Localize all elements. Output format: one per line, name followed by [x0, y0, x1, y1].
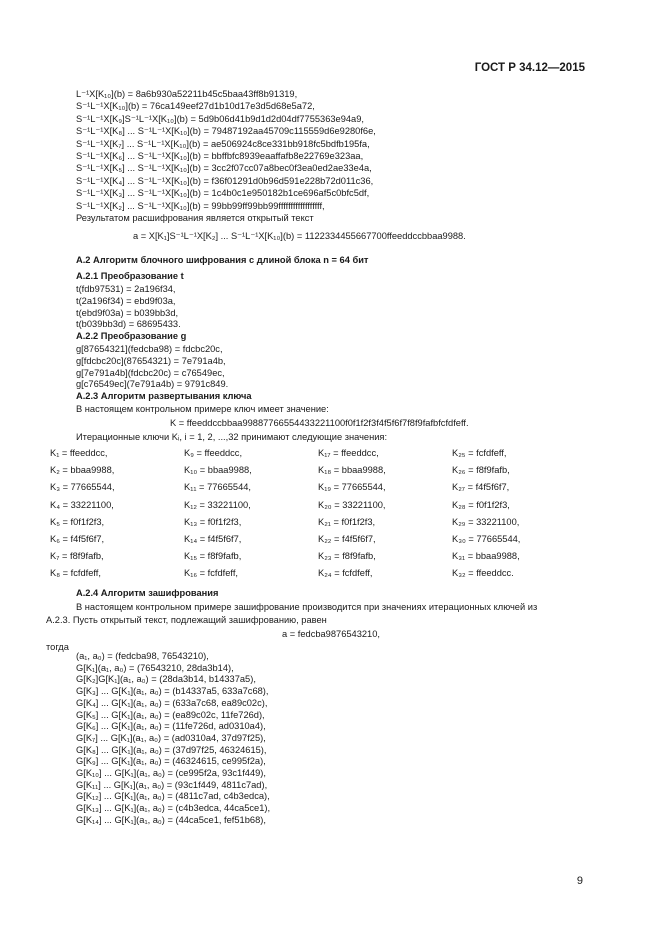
encrypt-step-line: G[K₈] ... G[K₁](a₁, a₀) = (37d97f25, 46324615),: [76, 744, 267, 755]
encrypt-step-line: (a₁, a₀) = (fedcba98, 76543210),: [76, 651, 209, 661]
encrypt-step-line: G[K₁₀] ... G[K₁](a₁, a₀) = (ce995f2a, 93c1f449),: [76, 768, 266, 778]
section-a22-heading: А.2.2 Преобразование g: [76, 331, 187, 341]
round-key: K₂ = bbaa9988,: [50, 465, 115, 476]
round-key: K₇ = f8f9fafb,: [50, 551, 104, 562]
round-key: K₂₃ = f8f9fafb,: [318, 551, 376, 562]
decrypt-step-line: S⁻¹L⁻¹X[K₄] ... S⁻¹L⁻¹X[K₁₀](b) = f36f01291d0b96d591e228b72d011c36,: [76, 175, 374, 186]
decrypt-step-line: S⁻¹L⁻¹X[K₆] ... S⁻¹L⁻¹X[K₁₀](b) = bbffbfc8939eaaffafb8e22769e323aa,: [76, 151, 364, 161]
round-key: K₂₁ = f0f1f2f3,: [318, 516, 376, 527]
round-key: K₁₉ = 77665544,: [318, 482, 386, 493]
t-transform-line: t(b039bb3d) = 68695433.: [76, 319, 181, 330]
round-key: K₂₉ = 33221100,: [452, 516, 520, 527]
decrypt-step-line: S⁻¹L⁻¹X[K₁₀](b) = 76ca149eef27d1b10d17e3d5d68e5a72,: [76, 101, 315, 112]
round-key: K₁₂ = 33221100,: [184, 499, 251, 510]
round-key: K₃ = 77665544,: [50, 482, 115, 493]
round-key: K₁₅ = f8f9fafb,: [184, 551, 242, 562]
round-key: K₄ = 33221100,: [50, 499, 114, 510]
key-intro: В настоящем контрольном примере ключ имеет значение:: [76, 404, 329, 414]
g-transform-line: g[c76549ec](7e791a4b) = 9791c849.: [76, 379, 229, 390]
encrypt-step-line: G[K₉] ... G[K₁](a₁, a₀) = (46324615, ce995f2a),: [76, 756, 266, 767]
encrypt-step-line: G[K₁₁] ... G[K₁](a₁, a₀) = (93c1f449, 4811c7ad),: [76, 779, 268, 790]
encrypt-step-line: G[K₇] ... G[K₁](a₁, a₀) = (ad0310a4, 37d97f25),: [76, 732, 266, 743]
encrypt-step-line: G[K₄] ... G[K₁](a₁, a₀) = (633a7c68, ea89c02c),: [76, 697, 268, 708]
round-key: K₁ = ffeeddcc,: [50, 448, 108, 458]
encrypt-step-line: G[K₁](a₁, a₀) = (76543210, 28da3b14),: [76, 662, 234, 673]
round-key: K₃₀ = 77665544,: [452, 534, 521, 544]
encrypt-step-line: G[K₁₃] ... G[K₁](a₁, a₀) = (c4b3edca, 44ca5ce1),: [76, 803, 271, 814]
round-key: K₉ = ffeeddcc,: [184, 448, 243, 458]
master-key: K = ffeeddccbbaa99887766554433221100f0f1f2f3f4f5f6f7f8f9fafbfcfdfeff.: [170, 418, 469, 428]
decrypt-result-label: Результатом расшифрования является открытый текст: [76, 213, 314, 223]
section-a23-heading: А.2.3 Алгоритм развертывания ключа: [76, 391, 252, 401]
decrypt-step-line: S⁻¹L⁻¹X[K₈] ... S⁻¹L⁻¹X[K₁₀](b) = 79487192aa45709c115559d6e9280f6e,: [76, 126, 376, 137]
encrypt-step-line: G[K₆] ... G[K₁](a₁, a₀) = (11fe726d, ad0310a4),: [76, 721, 266, 732]
round-key: K₂₄ = fcfdfeff,: [318, 568, 373, 579]
then-word: тогда: [46, 642, 69, 652]
round-key: K₂₀ = 33221100,: [318, 499, 386, 510]
encrypt-step-line: G[K₁₂] ... G[K₁](a₁, a₀) = (4811c7ad, c4b3edca),: [76, 791, 270, 802]
round-key: K₁₀ = bbaa9988,: [184, 465, 252, 476]
round-key: K₁₆ = fcfdfeff,: [184, 568, 239, 579]
section-a2-heading: А.2 Алгоритм блочного шифрования с длиной блока n = 64 бит: [76, 255, 369, 265]
decrypt-step-line: S⁻¹L⁻¹X[K₂] ... S⁻¹L⁻¹X[K₁₀](b) = 99bb99ff99bb99ffffffffffffffffff,: [76, 200, 325, 211]
encrypt-step-line: G[K₃] ... G[K₁](a₁, a₀) = (b14337a5, 633a7c68),: [76, 686, 269, 697]
round-key: K₃₂ = ffeeddcc.: [452, 568, 514, 579]
page-number: 9: [576, 875, 583, 887]
decrypt-step-line: S⁻¹L⁻¹X[K₉]S⁻¹L⁻¹X[K₁₀](b) = 5d9b06d41b9d1d2d04df7755363e94a9,: [76, 113, 364, 124]
g-transform-line: g[7e791a4b](fdcbc20c) = c76549ec,: [76, 367, 225, 378]
decrypt-step-line: S⁻¹L⁻¹X[K₃] ... S⁻¹L⁻¹X[K₁₀](b) = 1c4b0c1e950182b1ce696af5c0bfc5df,: [76, 188, 370, 199]
plaintext: a = fedcba9876543210,: [282, 629, 380, 639]
t-transform-line: t(2a196f34) = ebd9f03a,: [76, 295, 176, 306]
g-transform-line: g[87654321](fedcba98) = fdcbc20c,: [76, 344, 223, 354]
encrypt-intro-line-2: А.2.3. Пусть открытый текст, подлежащий зашифрованию, равен: [46, 615, 327, 625]
standard-header: ГОСТ Р 34.12—2015: [474, 62, 585, 74]
round-key: K₂₈ = f0f1f2f3,: [452, 499, 510, 510]
section-a21-heading: А.2.1 Преобразование t: [76, 271, 184, 281]
round-key: K₅ = f0f1f2f3,: [50, 516, 105, 527]
round-key: K₂₇ = f4f5f6f7,: [452, 482, 510, 493]
round-key: K₃₁ = bbaa9988,: [452, 551, 520, 562]
round-key: K₁₁ = 77665544,: [184, 482, 252, 493]
encrypt-step-line: G[K₅] ... G[K₁](a₁, a₀) = (ea89c02c, 11fe726d),: [76, 709, 265, 720]
round-key: K₁₄ = f4f5f6f7,: [184, 534, 242, 544]
g-transform-line: g[fdcbc20c](87654321) = 7e791a4b,: [76, 355, 226, 366]
round-key: K₈ = fcfdfeff,: [50, 568, 101, 579]
encrypt-step-line: G[K₂]G[K₁](a₁, a₀) = (28da3b14, b14337a5),: [76, 674, 256, 685]
decrypt-step-line: S⁻¹L⁻¹X[K₇] ... S⁻¹L⁻¹X[K₁₀](b) = ae506924c8ce331bb918fc5bdfb195fa,: [76, 138, 370, 149]
decrypt-step-line: L⁻¹X[K₁₀](b) = 8a6b930a52211b45c5baa43ff8b91319,: [76, 89, 298, 99]
round-keys-intro: Итерационные ключи Kᵢ, i = 1, 2, ...,32 принимают следующие значения:: [76, 432, 388, 442]
round-key: K₂₆ = f8f9fafb,: [452, 465, 510, 476]
round-key: K₁₃ = f0f1f2f3,: [184, 516, 242, 527]
t-transform-line: t(ebd9f03a) = b039bb3d,: [76, 307, 179, 318]
encrypt-intro-line-1: В настоящем контрольном примере зашифрование производится при значениях итерационных ключей из: [76, 602, 538, 612]
round-key: K₁₇ = ffeeddcc,: [318, 448, 379, 458]
section-a24-heading: А.2.4 Алгоритм зашифрования: [76, 588, 219, 598]
encrypt-step-line: G[K₁₄] ... G[K₁](a₁, a₀) = (44ca5ce1, fef51b68),: [76, 814, 266, 825]
round-key: K₂₂ = f4f5f6f7,: [318, 534, 376, 544]
t-transform-line: t(fdb97531) = 2a196f34,: [76, 284, 176, 294]
decrypt-step-line: S⁻¹L⁻¹X[K₅] ... S⁻¹L⁻¹X[K₁₀](b) = 3cc2f07cc07a8bec0f3ea0ed2ae33e4a,: [76, 163, 372, 174]
round-key: K₁₈ = bbaa9988,: [318, 465, 386, 476]
round-key: K₆ = f4f5f6f7,: [50, 534, 105, 544]
decrypt-result-formula: a = X[K₁]S⁻¹L⁻¹X[K₂] ... S⁻¹L⁻¹X[K₁₀](b) = 1122334455667700ffeeddccbbaa9988.: [133, 231, 466, 241]
round-key: K₂₅ = fcfdfeff,: [452, 448, 507, 458]
